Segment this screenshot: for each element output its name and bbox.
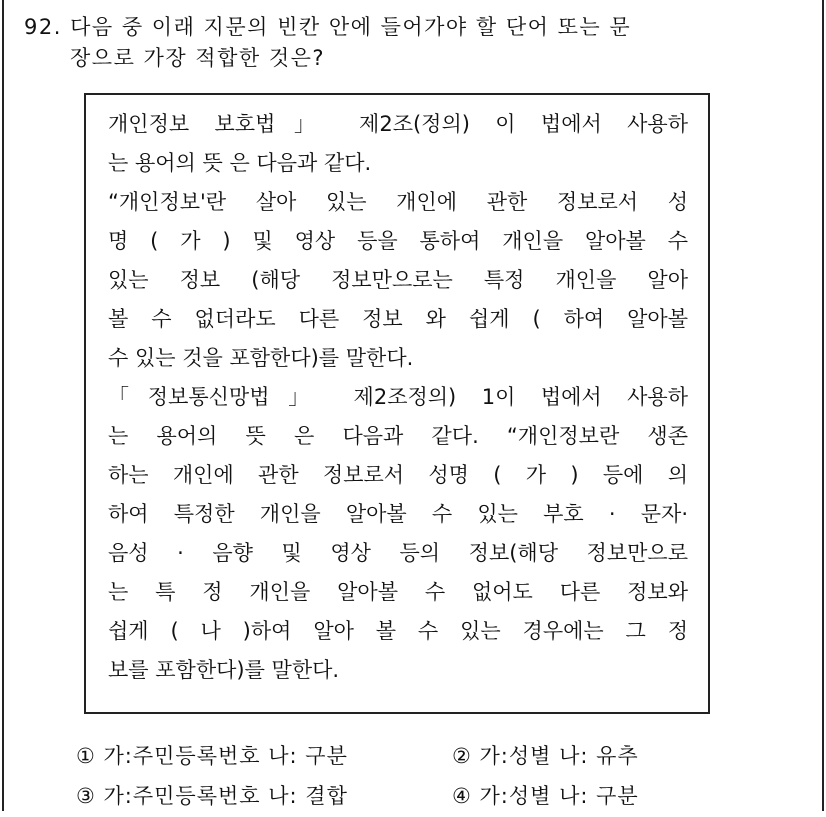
passage-line: 쉽게 ( 나 )하여 알아 볼 수 있는 경우에는 그 정 <box>108 619 688 643</box>
passage-box <box>84 93 710 714</box>
passage-line: 음성 · 음향 및 영상 등의 정보(해당 정보만으로 <box>108 541 688 565</box>
passage-line: 는 용어의 뜻 은 다음과 같다. <box>108 151 372 175</box>
question-number: 92. <box>24 15 62 39</box>
passage-line: 하는 개인에 관한 정보로서 성명 ( 가 ) 등에 의 <box>108 463 688 487</box>
passage-line: “개인정보'란 살아 있는 개인에 관한 정보로서 성 <box>108 190 688 214</box>
passage-line: 「정보통신망법」 제2조정의) 1이 법에서 사용하 <box>108 385 688 409</box>
option-2[interactable]: ② 가:성별 나: 유추 <box>452 744 639 768</box>
passage-line: 는 용어의 뜻 은 다음과 같다. “개인정보란 생존 <box>108 424 688 448</box>
passage-line: 볼 수 없더라도 다른 정보 와 쉽게 ( 하여 알아볼 <box>108 307 688 331</box>
question-text-line2: 장으로 가장 적합한 것은? <box>70 46 326 70</box>
passage-line: 개인정보 보호법」 제2조(정의) 이 법에서 사용하 <box>108 112 688 136</box>
option-3[interactable]: ③ 가:주민등록번호 나: 결합 <box>76 784 348 808</box>
option-1[interactable]: ① 가:주민등록번호 나: 구분 <box>76 744 348 768</box>
passage-line: 명 ( 가 ) 및 영상 등을 통하여 개인을 알아볼 수 <box>108 229 688 253</box>
question-stem <box>24 12 804 74</box>
passage-line: 는 특 정 개인을 알아볼 수 없어도 다른 정보와 <box>108 580 688 604</box>
passage-line: 하여 특정한 개인을 알아볼 수 있는 부호 · 문자· <box>108 502 688 526</box>
passage-line: 있는 정보 (해당 정보만으로는 특정 개인을 알아 <box>108 268 688 292</box>
option-4[interactable]: ④ 가:성별 나: 구분 <box>452 784 639 808</box>
passage-line: 수 있는 것을 포함한다)를 말한다. <box>108 346 414 370</box>
question-text-line1: 다음 중 이래 지문의 빈칸 안에 들어가야 할 단어 또는 문 <box>70 15 632 39</box>
passage-line: 보를 포함한다)를 말한다. <box>108 658 340 682</box>
